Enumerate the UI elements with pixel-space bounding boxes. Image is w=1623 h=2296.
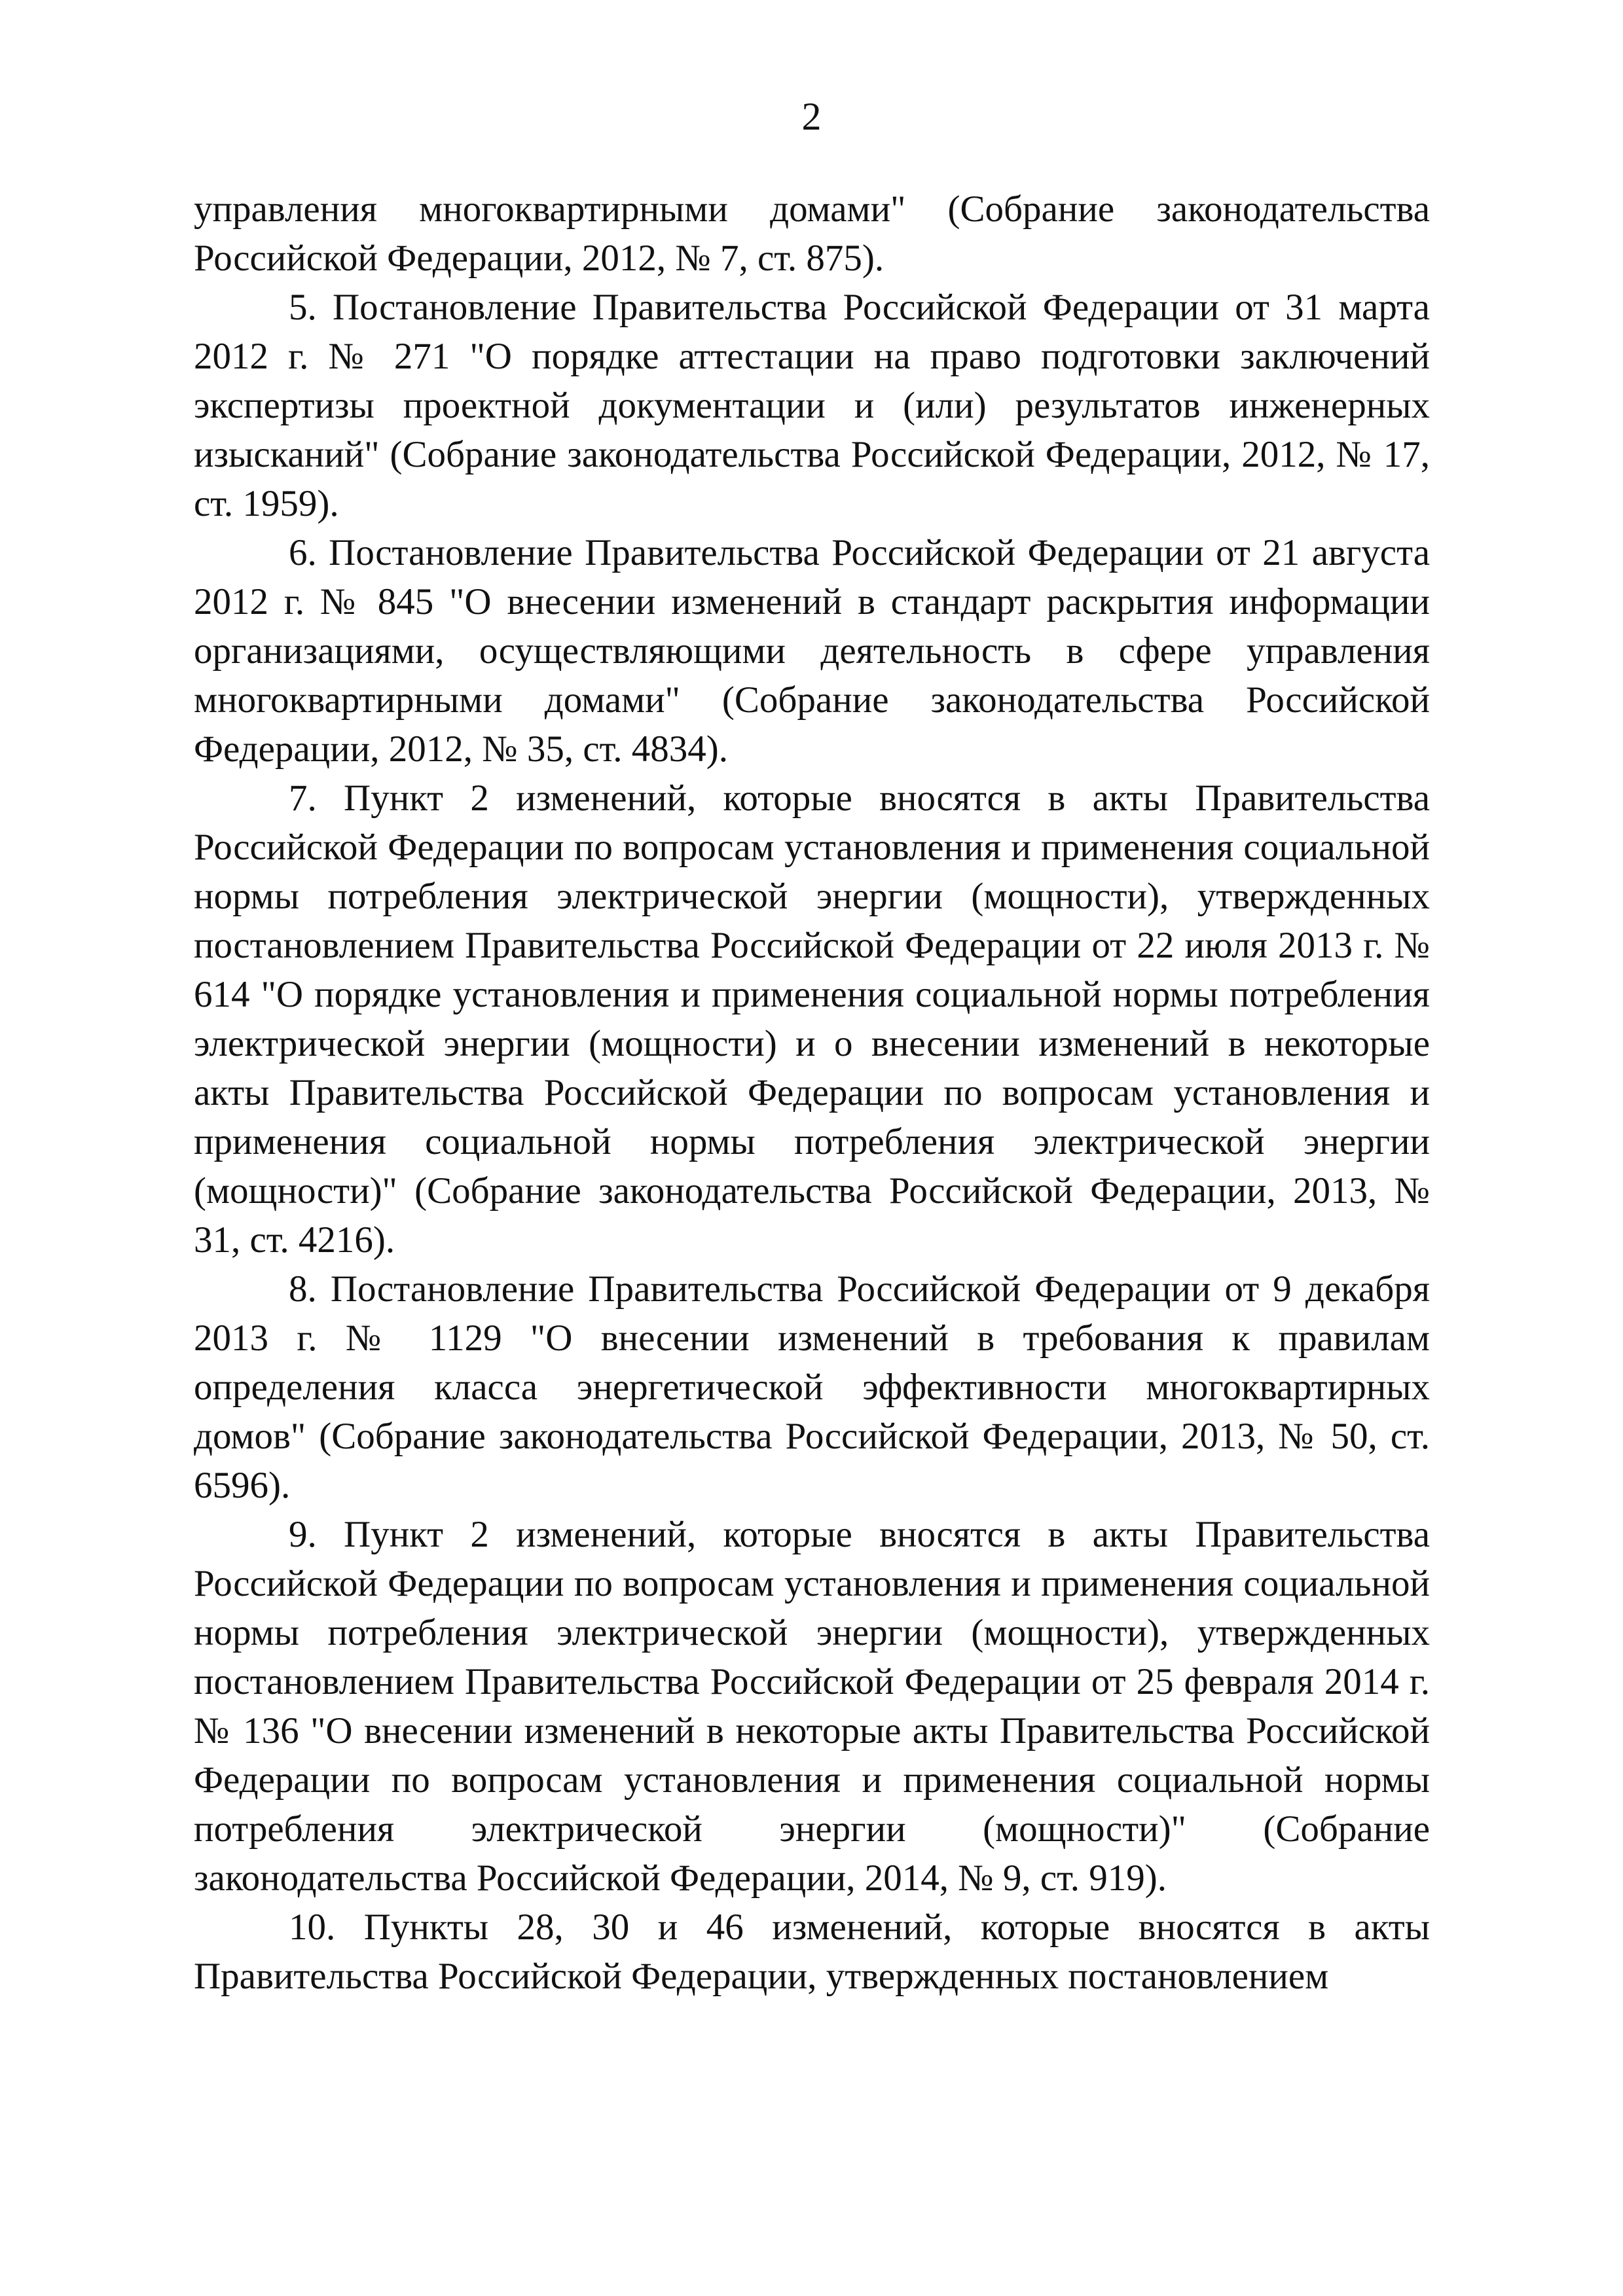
document-body (194, 185, 1430, 2001)
paragraph-continuation: управления многоквартирными домами" (Собрание законодательства Российской Федерации, 2012, № 7, ст. 875). (194, 188, 1430, 279)
paragraph-item-6: 6. Постановление Правительства Российской Федерации от 21 августа 2012 г. № 845 "О внесении изменений в стандарт раскрытия информации организациями, осуществляющими деятельность в сфере управления многоквартирными домами" (Собрание законодательства Российской Федерации, 2012, № 35, ст. 4834). (194, 532, 1430, 770)
paragraph-item-5: 5. Постановление Правительства Российской Федерации от 31 марта 2012 г. № 271 "О порядке аттестации на право подготовки заключений экспертизы проектной документации и (или) результатов инженерных изысканий" (Собрание законодательства Российской Федерации, 2012, № 17, ст. 1959). (194, 287, 1430, 524)
paragraph-item-8: 8. Постановление Правительства Российской Федерации от 9 декабря 2013 г. № 1129 "О внесении изменений в требования к правилам определения класса энергетической эффективности многоквартирных домов" (Собрание законодательства Российской Федерации, 2013, № 50, ст. 6596). (194, 1268, 1430, 1506)
page-number: 2 (801, 95, 822, 138)
paragraph-item-7: 7. Пункт 2 изменений, которые вносятся в акты Правительства Российской Федерации по вопросам установления и применения социальной нормы потребления электрической энергии (мощности), утвержденных постановлением Правительства Российской Федерации от 22 июля 2013 г. № 614 "О порядке установления и применения социальной нормы потребления электрической энергии (мощности) и о внесении изменений в некоторые акты Правительства Российской Федерации по вопросам установления и применения социальной нормы потребления электрической энергии (мощности)" (Собрание законодательства Российской Федерации, 2013, № 31, ст. 4216). (194, 778, 1430, 1261)
paragraph-item-10: 10. Пункты 28, 30 и 46 изменений, которые вносятся в акты Правительства Российской Федерации, утвержденных постановлением (194, 1907, 1430, 1997)
paragraph-item-9: 9. Пункт 2 изменений, которые вносятся в акты Правительства Российской Федерации по вопросам установления и применения социальной нормы потребления электрической энергии (мощности), утвержденных постановлением Правительства Российской Федерации от 25 февраля 2014 г. № 136 "О внесении изменений в некоторые акты Правительства Российской Федерации по вопросам установления и применения социальной нормы потребления электрической энергии (мощности)" (Собрание законодательства Российской Федерации, 2014, № 9, ст. 919). (194, 1514, 1430, 1899)
